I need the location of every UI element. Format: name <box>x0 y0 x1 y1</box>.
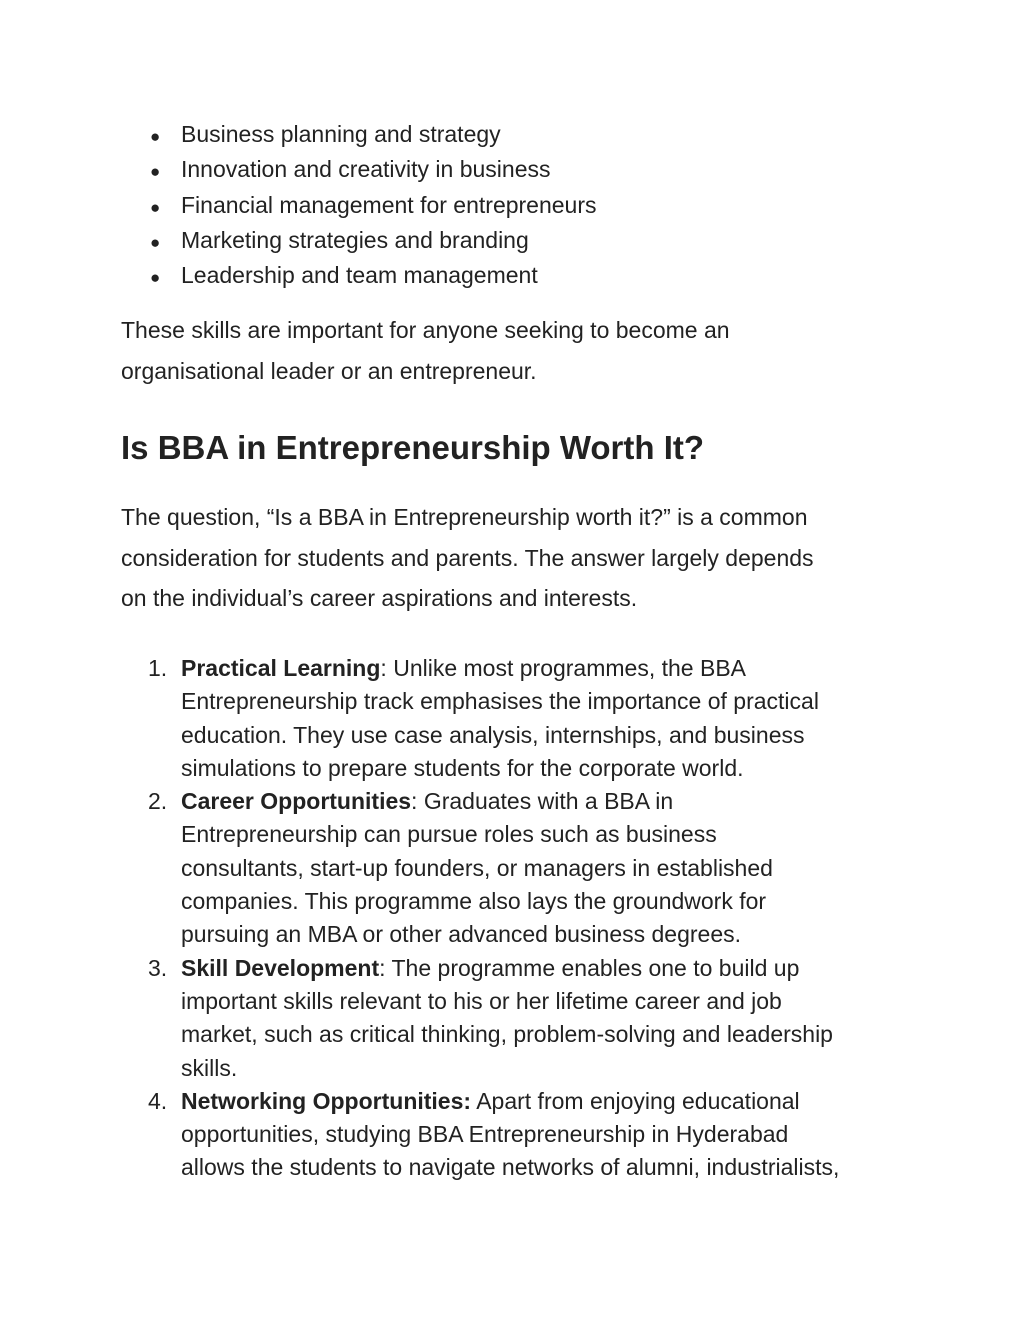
list-number: 2. <box>148 788 168 815</box>
numbered-list-item <box>148 652 928 785</box>
bullet-text: Marketing strategies and branding <box>181 226 529 253</box>
intro-paragraph: These skills are important for anyone seeking to become an organisational leader or an entrepreneur. <box>121 317 730 384</box>
numbered-list-item <box>148 785 928 951</box>
list-item-content <box>181 1085 928 1185</box>
bullet-item <box>150 259 597 294</box>
list-item-title: Practical Learning <box>181 655 381 681</box>
list-item-text: Apart from enjoying educational opportunities, studying BBA Entrepreneurship in Hyderabad allows the students to navigate networks of alumni, industrialists, <box>181 1087 840 1181</box>
bullet-item <box>150 118 597 153</box>
list-item-title: Networking Opportunities: <box>181 1087 472 1114</box>
list-item-content <box>181 652 928 785</box>
bullet-text: Leadership and team management <box>181 262 538 289</box>
bullet-item <box>150 224 597 259</box>
bullet-item <box>150 189 597 224</box>
numbered-list-item <box>148 1085 928 1185</box>
bullet-marker: ● <box>150 268 161 288</box>
list-number: 4. <box>148 1087 168 1114</box>
list-item-text: Unlike most programmes, the BBA Entrepreneurship track emphasises the importance of practical education. They use case analysis, internships, and business simulations to prepare students for the corporate world. <box>181 655 819 781</box>
list-item-separator: : <box>411 788 424 815</box>
bullet-item <box>150 153 597 188</box>
list-item-title: Skill Development <box>181 954 380 981</box>
bullet-marker: ● <box>150 127 161 146</box>
list-item-separator: : <box>379 954 392 981</box>
bullet-text: Business planning and strategy <box>181 121 501 147</box>
bullet-text: Financial management for entrepreneurs <box>181 191 597 218</box>
bullet-marker: ● <box>150 197 161 217</box>
numbered-list-item <box>148 952 928 1085</box>
bullet-marker: ● <box>150 162 161 182</box>
list-item-text: Graduates with a BBA in Entrepreneurship can pursue roles such as business consultants, start-up founders, or managers in established companies. This programme also lays the groundwork for pursuing an MBA or other advanced business degrees. <box>181 788 773 948</box>
list-item-text: The programme enables one to build up important skills relevant to his or her lifetime career and job market, such as critical thinking, problem-solving and leadership skills. <box>181 954 833 1081</box>
list-item-title: Career Opportunities <box>181 788 412 815</box>
section-heading: Is BBA in Entrepreneurship Worth It? <box>121 429 705 466</box>
list-number: 3. <box>148 954 168 981</box>
question-paragraph: The question, “Is a BBA in Entrepreneurship worth it?” is a common consideration for students and parents. The answer largely depends on the individual’s career aspirations and interests. <box>121 504 814 612</box>
bullet-text: Innovation and creativity in business <box>181 156 551 183</box>
list-item-content <box>181 952 928 1085</box>
list-item-content <box>181 785 928 951</box>
skills-bullet-list <box>150 118 597 294</box>
benefits-numbered-list <box>148 652 928 1185</box>
list-item-separator: : <box>380 655 394 681</box>
bullet-marker: ● <box>150 232 161 252</box>
list-number: 1. <box>148 655 168 681</box>
